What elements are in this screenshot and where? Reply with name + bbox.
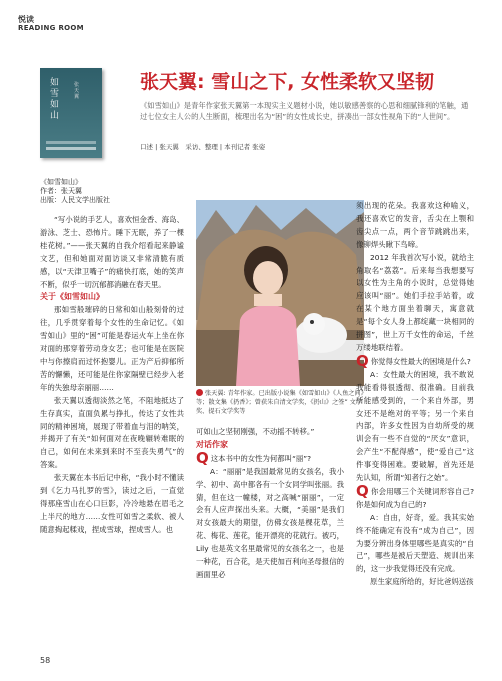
- paragraph: 张天翼以透彻淡然之笔，不阻地抵达了生存真实，直面负累与挣扎，传达了女性共同的精神困境，展现了带着血与泪的呐笑，并揭开了有关“如何面对在夜晚辗转难眠的自己，如何在未来到来时不至丧失勇气”的答案。: [40, 395, 184, 470]
- question-text: 这本书中的女性为何都叫“丽”?: [210, 453, 312, 463]
- column-2: [196, 426, 344, 582]
- author-photo-illustration: [196, 200, 364, 386]
- book-info-title: 《如雪如山》: [40, 178, 82, 186]
- book-info: [40, 178, 110, 205]
- caption-text: 张天翼: 青年作家。已出版小说集《如雪如山》《人鱼之间》等；散文集《扔香》；曾获朱自清文学奖，《扔山》之签” 文学奖、提石文学奖等: [196, 390, 364, 415]
- section-heading: 对话作家: [196, 439, 228, 449]
- page-number: 58: [40, 656, 51, 665]
- question: [356, 481, 474, 512]
- cover-title: 如雪如山: [50, 78, 60, 121]
- question-text: 你觉得女性最大的困境是什么?: [370, 356, 471, 366]
- paragraph: 那如雪般璀碎的日常和如山般刻骨的过往，几乎贯穿着每个女性的生命记忆。《如雪如山》里的“困”可能是春运火车上坐在你对面的那穿着劳动身女艺；也可能是在医院中与你擦肩而过怀抱婴儿。正为产后抑郁所苦的懈懒，还可能是住你家隔壁已经步入老年的失独母亲丽丽……: [40, 305, 184, 392]
- paragraph: 2012 年我首次写小说，就给主角取名“荔荔”。后来每当我想要写以女性为主角的小说时，总觉得她应该叫“丽”。她们手拉手站着，或在某个地方面坐着聊天，寓意就是“每个女人身上都绽藏一块相同的拼图”，世上万千女性的命运，千丝万缕地联结着。: [356, 252, 474, 352]
- question: [196, 448, 344, 467]
- question-text: 你会用哪三个关键词形容自己? 你是如何成为自己的?: [356, 486, 474, 509]
- author-photo: [196, 200, 364, 386]
- column-1: [40, 214, 184, 537]
- paragraph: 可如山之坚韧刚强，不动摇不转移。”: [196, 427, 315, 436]
- question: [356, 351, 474, 370]
- book-info-author: 作者：张天翼: [40, 187, 82, 195]
- caption-bullet-icon: [196, 389, 203, 396]
- paragraph: “写小说的手艺人，喜欢恒金香、海岛、游泳、芝士、恐怖片。睡下无眠，养了一棵桂花树。”——张天翼的自我介绍看起来静谧文艺，但和她面对面访谈又非常清脆有质感，以“天津卫嘴子”的痛快打底，她的笑声不断，似乎一切沉郁都消融在春天里。: [40, 215, 184, 289]
- section-heading: 关于《如雪如山》: [40, 292, 104, 302]
- paragraph: 须出现的花朵。我喜欢这种喻义，我还喜欢它的发音，舌尖在上颚和齿尖点一点，两个音节跳跳出来，像铆焊头瞅下鸟啼。: [356, 201, 474, 249]
- answer: A：女性最大的困境，我不敢说我能看得很透彻、很准确。目前我所能感受到的，一个来自外部，男女还不是绝对的平等；另一个来自内部，许多女性因为自幼所受的规训会有一些不自觉的“厌女”意识，会产生“不配得感”，使“爱自己”这件事变得困难。要破解，首先还是先认知，所谓“知者行之始”。: [356, 369, 474, 483]
- question-mark-icon: Q: [356, 481, 369, 500]
- question-mark-icon: Q: [196, 448, 209, 467]
- section-label-en: READING ROOM: [18, 24, 84, 32]
- article-credit: 口述 | 张天翼 采访、整理 | 本刊记者 张姿: [140, 143, 266, 151]
- paragraph: 原生家庭所给的，好比爸妈送孩: [370, 577, 474, 587]
- article-intro: 《如雪如山》是青年作家张天翼第一本现实主义题材小说，她以敏感善察的心思和细腻锋利的笔触，通过七位女主人公的人生断面，梳理出名为“困”的女性成长史，拼凑出一部女性视角下的“人世间”。: [140, 101, 469, 122]
- photo-caption: [196, 389, 364, 416]
- book-cover: [40, 68, 102, 158]
- cover-stripe: [46, 141, 96, 144]
- answer: A：自由，好奇，爱。我其实始终不能确定有没有“成为自己”，因为要分辨出身体里哪些是真实的“自己”，哪些是被后天塑造、规训出来的，这一步我觉得还没有完成。: [356, 512, 474, 574]
- cover-author: 张天翼: [74, 82, 80, 100]
- cover-stripe: [46, 147, 96, 150]
- section-label-cn: 悦读: [18, 15, 34, 24]
- answer: A：“丽丽”是我国最常见的女孩名，我小学、初中、高中都各有一个女同学叫张丽。我猜，但在这一幢楼，对之高喊“丽丽”，一定会有人应声探出头来。大概，“美丽”是我们对女孩最大的期望，仿佛女孩是棵花草，兰花、梅花、莲花，能开漂亮的花就行。被巧，Lily 也是英文名里最常见的女孩名之一，也是一种花，百合花，是天使加百利向圣母报信的画面里必: [196, 466, 344, 579]
- article-title: 张天翼: 雪山之下, 女性柔软又坚韧: [140, 71, 435, 93]
- paragraph: 张天翼在本书后记中称，“我小时不懂读到《乞力马扎罗的雪》，读过之后，一直觉得那座雪山在心口巨影，冷冷地悬在眉毛之上半尺的地方……女性可如雪之柔软、被人随意掏起糅戏，捏成雪球，捏成雪人。也: [40, 473, 184, 534]
- book-info-publisher: 出版：人民文学出版社: [40, 196, 110, 204]
- column-3: [356, 200, 474, 589]
- question-mark-icon: Q: [356, 351, 369, 370]
